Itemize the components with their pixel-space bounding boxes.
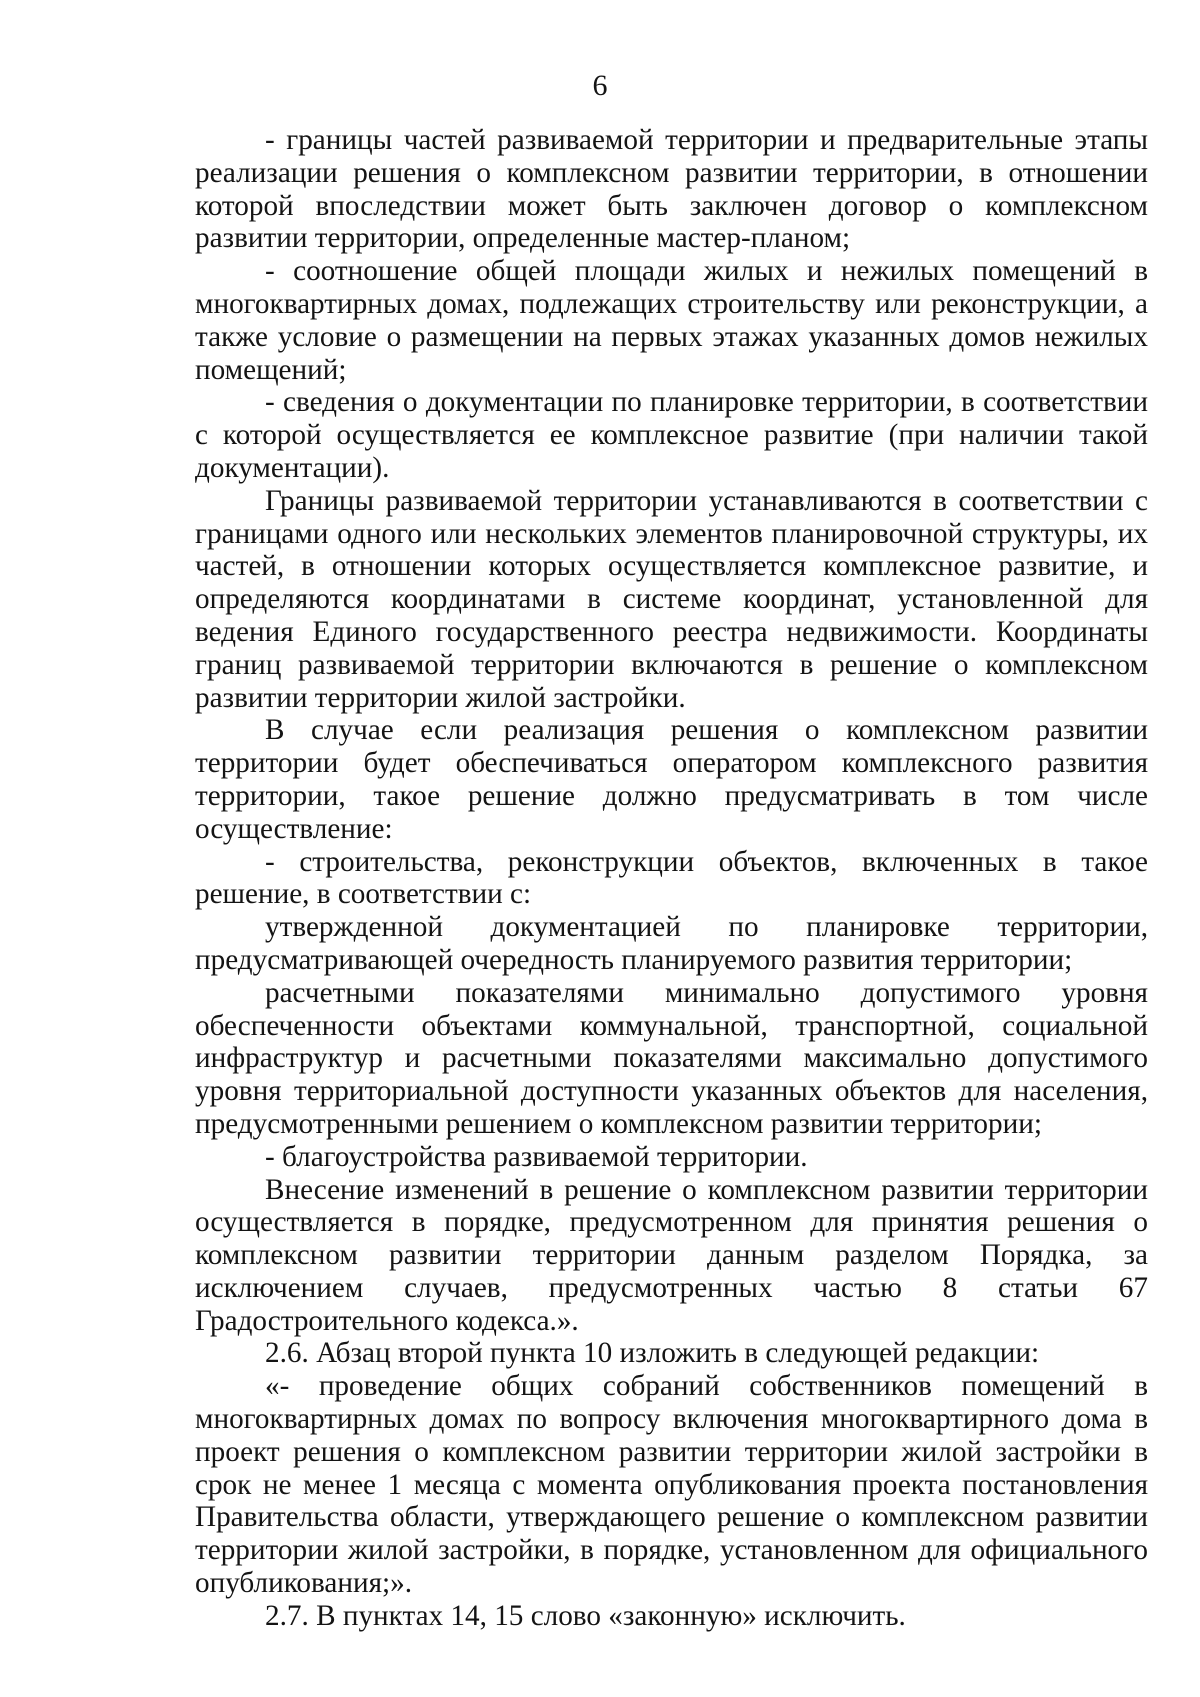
paragraph-calculated-indicators: расчетными показателями минимально допустимого уровня обеспеченности объектами коммунальной, транспортной, социальной инфраструктур и расчетными показателями максимально допустимого уровня территориальной доступности указанных объектов для населения, предусмотренными решением о комплексном развитии территории; (195, 976, 1148, 1140)
paragraph-boundaries-stages: - границы частей развиваемой территории и предварительные этапы реализации решения о комплексном развитии территории, в отношении которой впоследствии может быть заключен договор о комплексном развитии территории, определенные мастер-планом; (195, 124, 1148, 255)
paragraph-approved-documentation: утвержденной документацией по планировке территории, предусматривающей очередность планируемого развития территории; (195, 911, 1148, 976)
paragraph-area-ratio: - соотношение общей площади жилых и нежилых помещений в многоквартирных домах, подлежащих строительству или реконструкции, а также условие о размещении на первых этажах указанных домов нежилых помещений; (195, 255, 1148, 386)
paragraph-owners-meetings: «- проведение общих собраний собственников помещений в многоквартирных домах по вопросу включения многоквартирного дома в проект решения о комплексном развитии территории жилой застройки в срок не менее 1 месяца с момента опубликования проекта постановления Правительства области, утверждающего решение о комплексном развитии территории жилой застройки, в порядке, установленном для официального опубликования;». (195, 1370, 1148, 1600)
paragraph-construction: - строительства, реконструкции объектов, включенных в такое решение, в соответствии с: (195, 845, 1148, 911)
page-number: 6 (592, 69, 608, 102)
paragraph-planning-documentation: - сведения о документации по планировке территории, в соответствии с которой осуществляется ее комплексное развитие (при наличии такой документации). (195, 386, 1148, 484)
paragraph-landscaping: - благоустройства развиваемой территории. (265, 1140, 808, 1173)
paragraph-territory-boundaries: Границы развиваемой территории устанавливаются в соответствии с границами одного или нескольких элементов планировочной структуры, их частей, в отношении которых осуществляется комплексное развитие, и определяются координатами в системе координат, установленной для ведения Единого государственного реестра недвижимости. Координаты границ развиваемой территории включаются в решение о комплексном развитии территории жилой застройки. (195, 484, 1148, 714)
paragraph-operator-implementation: В случае если реализация решения о комплексном развитии территории будет обеспечиваться оператором комплексного развития территории, такое решение должно предусматривать в том числе осуществление: (195, 714, 1148, 845)
paragraph-section-2-6: 2.6. Абзац второй пункта 10 изложить в следующей редакции: (265, 1337, 1040, 1370)
paragraph-amendments: Внесение изменений в решение о комплексном развитии территории осуществляется в порядке, предусмотренном для принятия решения о комплексном развитии территории данным разделом Порядка, за исключением случаев, предусмотренных частью 8 статьи 67 Градостроительного кодекса.». (195, 1173, 1148, 1337)
document-body (195, 124, 1148, 1633)
paragraph-section-2-7: 2.7. В пунктах 14, 15 слово «законную» исключить. (265, 1599, 906, 1632)
